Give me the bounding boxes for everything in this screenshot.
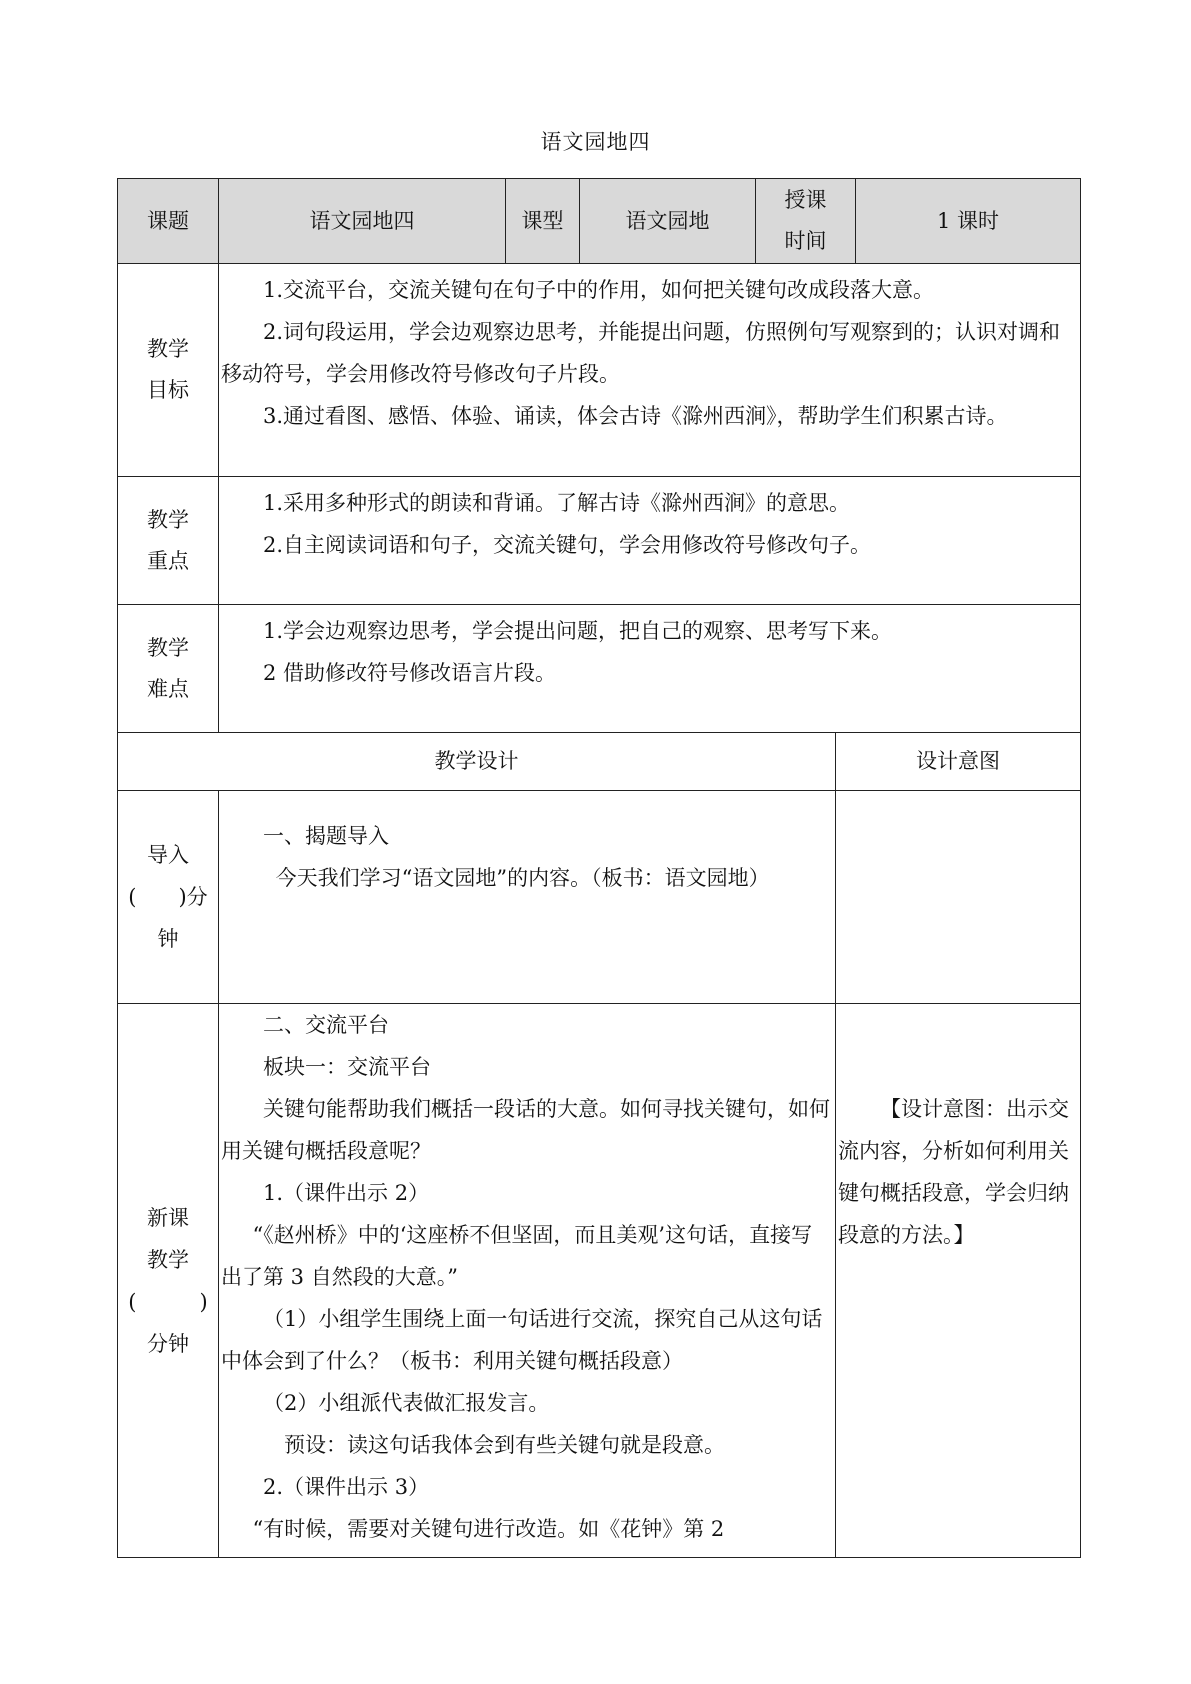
difficulties-label-line-2: 难点 — [147, 676, 189, 701]
topic-label: 课题 — [147, 208, 189, 233]
goals-content — [218, 264, 1080, 476]
new-lesson-row — [117, 1004, 1081, 1558]
new-lesson-label — [118, 1004, 218, 1557]
type-label: 课型 — [505, 179, 579, 263]
key-points-label — [118, 477, 218, 604]
time-label — [755, 179, 855, 263]
time-label-line-2: 时间 — [784, 229, 827, 253]
difficulties-label — [118, 605, 218, 732]
intro-label-line-1: 导入 — [147, 843, 189, 867]
new-lesson-intent — [835, 1004, 1080, 1557]
goal-item: 3.通过看图、感悟、体验、诵读，体会古诗《滁州西涧》，帮助学生们积累古诗。 — [263, 404, 1008, 428]
lesson-line: 板块一：交流平台 — [263, 1055, 431, 1079]
lesson-line: 关键句能帮助我们概括一段话的大意。如何寻找关键句，如何用关键句概括段意呢？ — [221, 1097, 830, 1163]
goal-item: 2.词句段运用，学会边观察边思考，并能提出问题，仿照例句写观察到的；认识对调和移动符号，学会用修改符号修改句子片段。 — [221, 320, 1061, 386]
intro-label-line-3: 钟 — [157, 927, 179, 951]
lesson-plan-table — [117, 178, 1081, 1558]
design-header-row — [117, 733, 1081, 791]
key-points-row — [117, 477, 1081, 605]
intent-header: 设计意图 — [835, 733, 1080, 790]
intro-line: 一、揭题导入 — [263, 824, 389, 848]
key-points-label-line-2: 重点 — [147, 548, 189, 573]
time-value: 1 课时 — [855, 179, 1080, 263]
design-header: 教学设计 — [434, 749, 519, 773]
intro-content — [218, 791, 835, 1003]
intro-label-line-2: ( )分 — [128, 885, 208, 909]
lesson-line: 二、交流平台 — [263, 1013, 389, 1037]
intro-row — [117, 791, 1081, 1004]
intro-intent — [835, 791, 1080, 1003]
goals-label-line-1: 教学 — [147, 337, 189, 361]
goals-label-line-2: 目标 — [147, 378, 189, 402]
goal-item: 1.交流平台，交流关键句在句子中的作用，如何把关键句改成段落大意。 — [263, 278, 935, 302]
lesson-line: （2）小组派代表做汇报发言。 — [263, 1391, 550, 1415]
difficulty-item: 2 借助修改符号修改语言片段。 — [263, 661, 557, 685]
key-points-label-line-1: 教学 — [147, 507, 189, 532]
intro-label — [118, 791, 218, 1003]
topic-value: 语文园地四 — [218, 179, 505, 263]
new-lesson-label-line-2: 教学 — [147, 1247, 189, 1272]
intro-line: 今天我们学习“语文园地”的内容。（板书：语文园地） — [275, 866, 770, 890]
document-title: 语文园地四 — [540, 130, 651, 154]
goals-row — [117, 264, 1081, 477]
new-lesson-label-line-1: 新课 — [147, 1205, 189, 1230]
key-points-content — [218, 477, 1080, 604]
new-lesson-content — [218, 1004, 835, 1557]
type-value: 语文园地 — [579, 179, 755, 263]
difficulties-content — [218, 605, 1080, 732]
new-lesson-label-line-4: 分钟 — [147, 1331, 189, 1356]
header-row — [117, 178, 1081, 264]
goals-label — [118, 264, 218, 476]
lesson-line: “有时候，需要对关键句进行改造。如《花钟》第 2 — [252, 1517, 725, 1541]
key-point-item: 2.自主阅读词语和句子，交流关键句，学会用修改符号修改句子。 — [263, 533, 872, 557]
key-point-item: 1.采用多种形式的朗读和背诵。了解古诗《滁州西涧》的意思。 — [263, 491, 851, 515]
new-lesson-label-line-3: ( ) — [128, 1289, 208, 1314]
lesson-line: （1）小组学生围绕上面一句话进行交流，探究自己从这句话中体会到了什么？（板书：利用关键句概括段意） — [221, 1307, 823, 1373]
time-label-line-1: 授课 — [784, 188, 827, 212]
lesson-line: 1.（课件出示 2） — [263, 1181, 430, 1205]
lesson-line: 2.（课件出示 3） — [263, 1475, 430, 1499]
difficulty-item: 1.学会边观察边思考，学会提出问题，把自己的观察、思考写下来。 — [263, 619, 893, 643]
difficulties-label-line-1: 教学 — [147, 635, 189, 660]
lesson-line: “《赵州桥》中的‘这座桥不但坚固，而且美观’这句话，直接写 出了第 3 自然段的大意。” — [221, 1223, 813, 1289]
design-intent-text: 【设计意图：出示交流内容，分析如何利用关键句概括段意，学会归纳段意的方法。】 — [838, 1097, 1069, 1247]
lesson-line: 预设：读这句话我体会到有些关键句就是段意。 — [284, 1433, 725, 1457]
difficulties-row — [117, 605, 1081, 733]
